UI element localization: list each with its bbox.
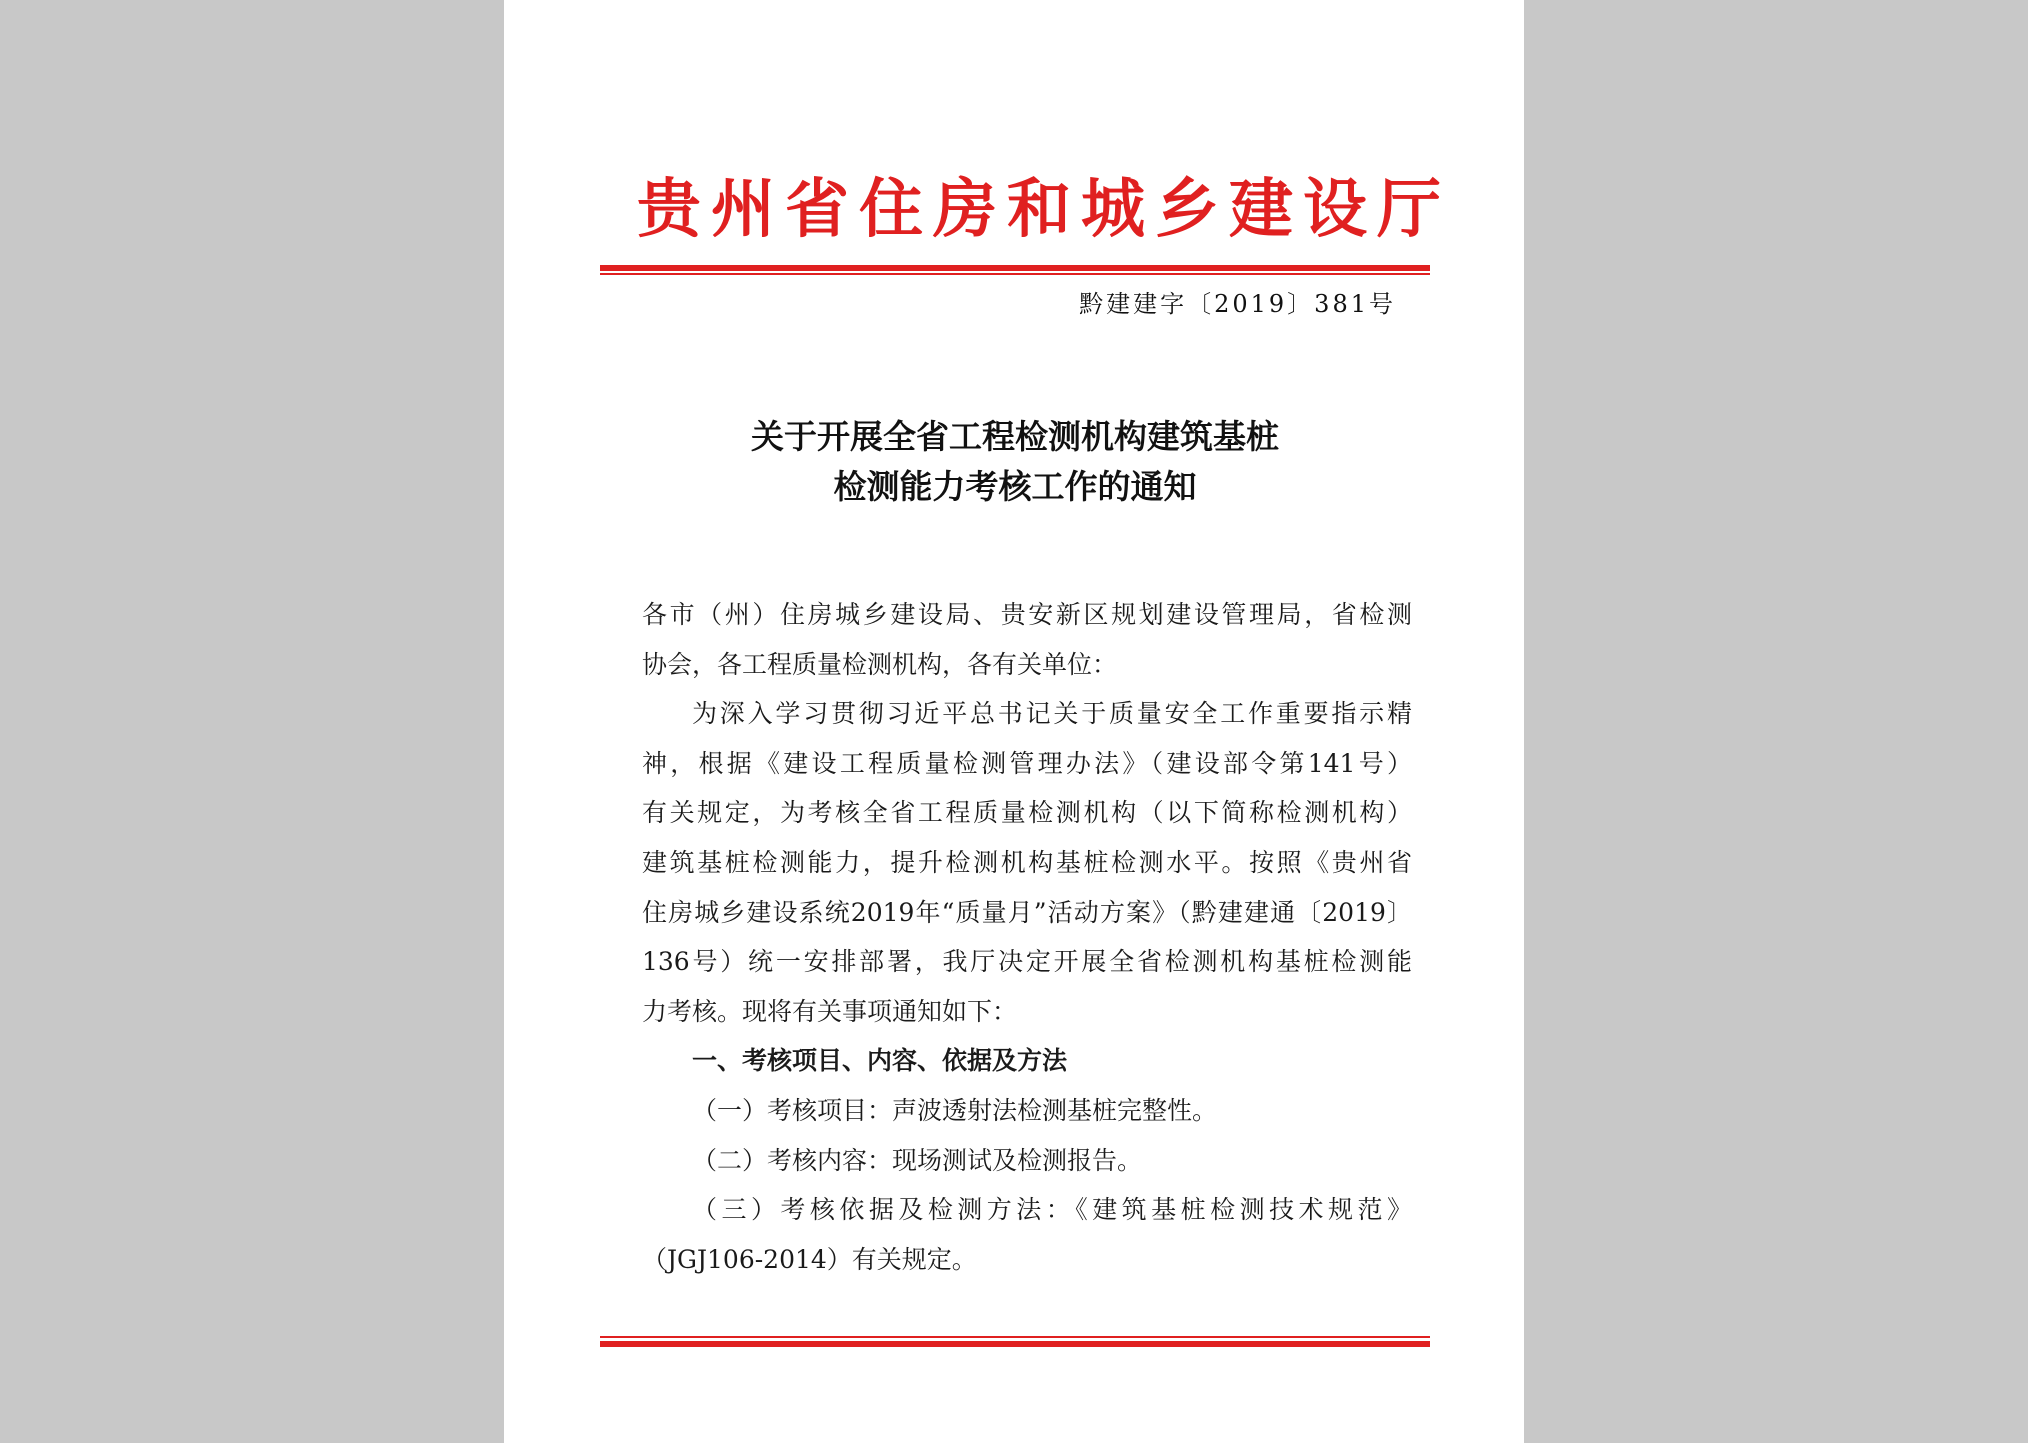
body-line: 为深入学习贯彻习近平总书记关于质量安全工作重要指示精 (692, 699, 1412, 729)
footer-rule-thin (600, 1336, 1430, 1338)
document-number: 黔建建字〔2019〕381号 (1079, 290, 1396, 318)
footer-rule-thick (600, 1341, 1430, 1347)
body-line: （JGJ106-2014）有关规定。 (642, 1244, 977, 1274)
body-line: 协会，各工程质量检测机构，各有关单位： (642, 649, 1118, 679)
body-line: （二）考核内容：现场测试及检测报告。 (692, 1145, 1143, 1175)
body-line: 神，根据《建设工程质量检测管理办法》（建设部令第141号） (642, 748, 1412, 778)
title-line-2: 检测能力考核工作的通知 (833, 467, 1197, 506)
body-line: （一）考核项目：声波透射法检测基桩完整性。 (692, 1095, 1218, 1125)
body-line: 136号）统一安排部署，我厅决定开展全省检测机构基桩检测能 (642, 947, 1412, 977)
document-body (642, 590, 1412, 1284)
body-line: 各市（州）住房城乡建设局、贵安新区规划建设管理局，省检测 (642, 600, 1412, 629)
title-line-1: 关于开展全省工程检测机构建筑基桩 (751, 417, 1279, 456)
header-rule-thick (600, 265, 1430, 271)
document-title (600, 412, 1430, 512)
body-line: 住房城乡建设系统2019年“质量月”活动方案》（黔建建通〔2019〕 (642, 897, 1412, 927)
body-line: 建筑基桩检测能力，提升检测机构基桩检测水平。按照《贵州省 (642, 847, 1412, 877)
header-rule-thin (600, 273, 1430, 275)
section-heading: 一、考核项目、内容、依据及方法 (692, 1046, 1068, 1076)
body-line: 有关规定，为考核全省工程质量检测机构（以下简称检测机构） (642, 798, 1412, 828)
body-line: 力考核。现将有关事项通知如下： (642, 996, 1018, 1026)
document-page (504, 0, 1524, 1443)
body-line: （三）考核依据及检测方法：《建筑基桩检测技术规范》 (692, 1195, 1412, 1225)
agency-header: 贵州省住房和城乡建设厅 (637, 173, 1451, 247)
